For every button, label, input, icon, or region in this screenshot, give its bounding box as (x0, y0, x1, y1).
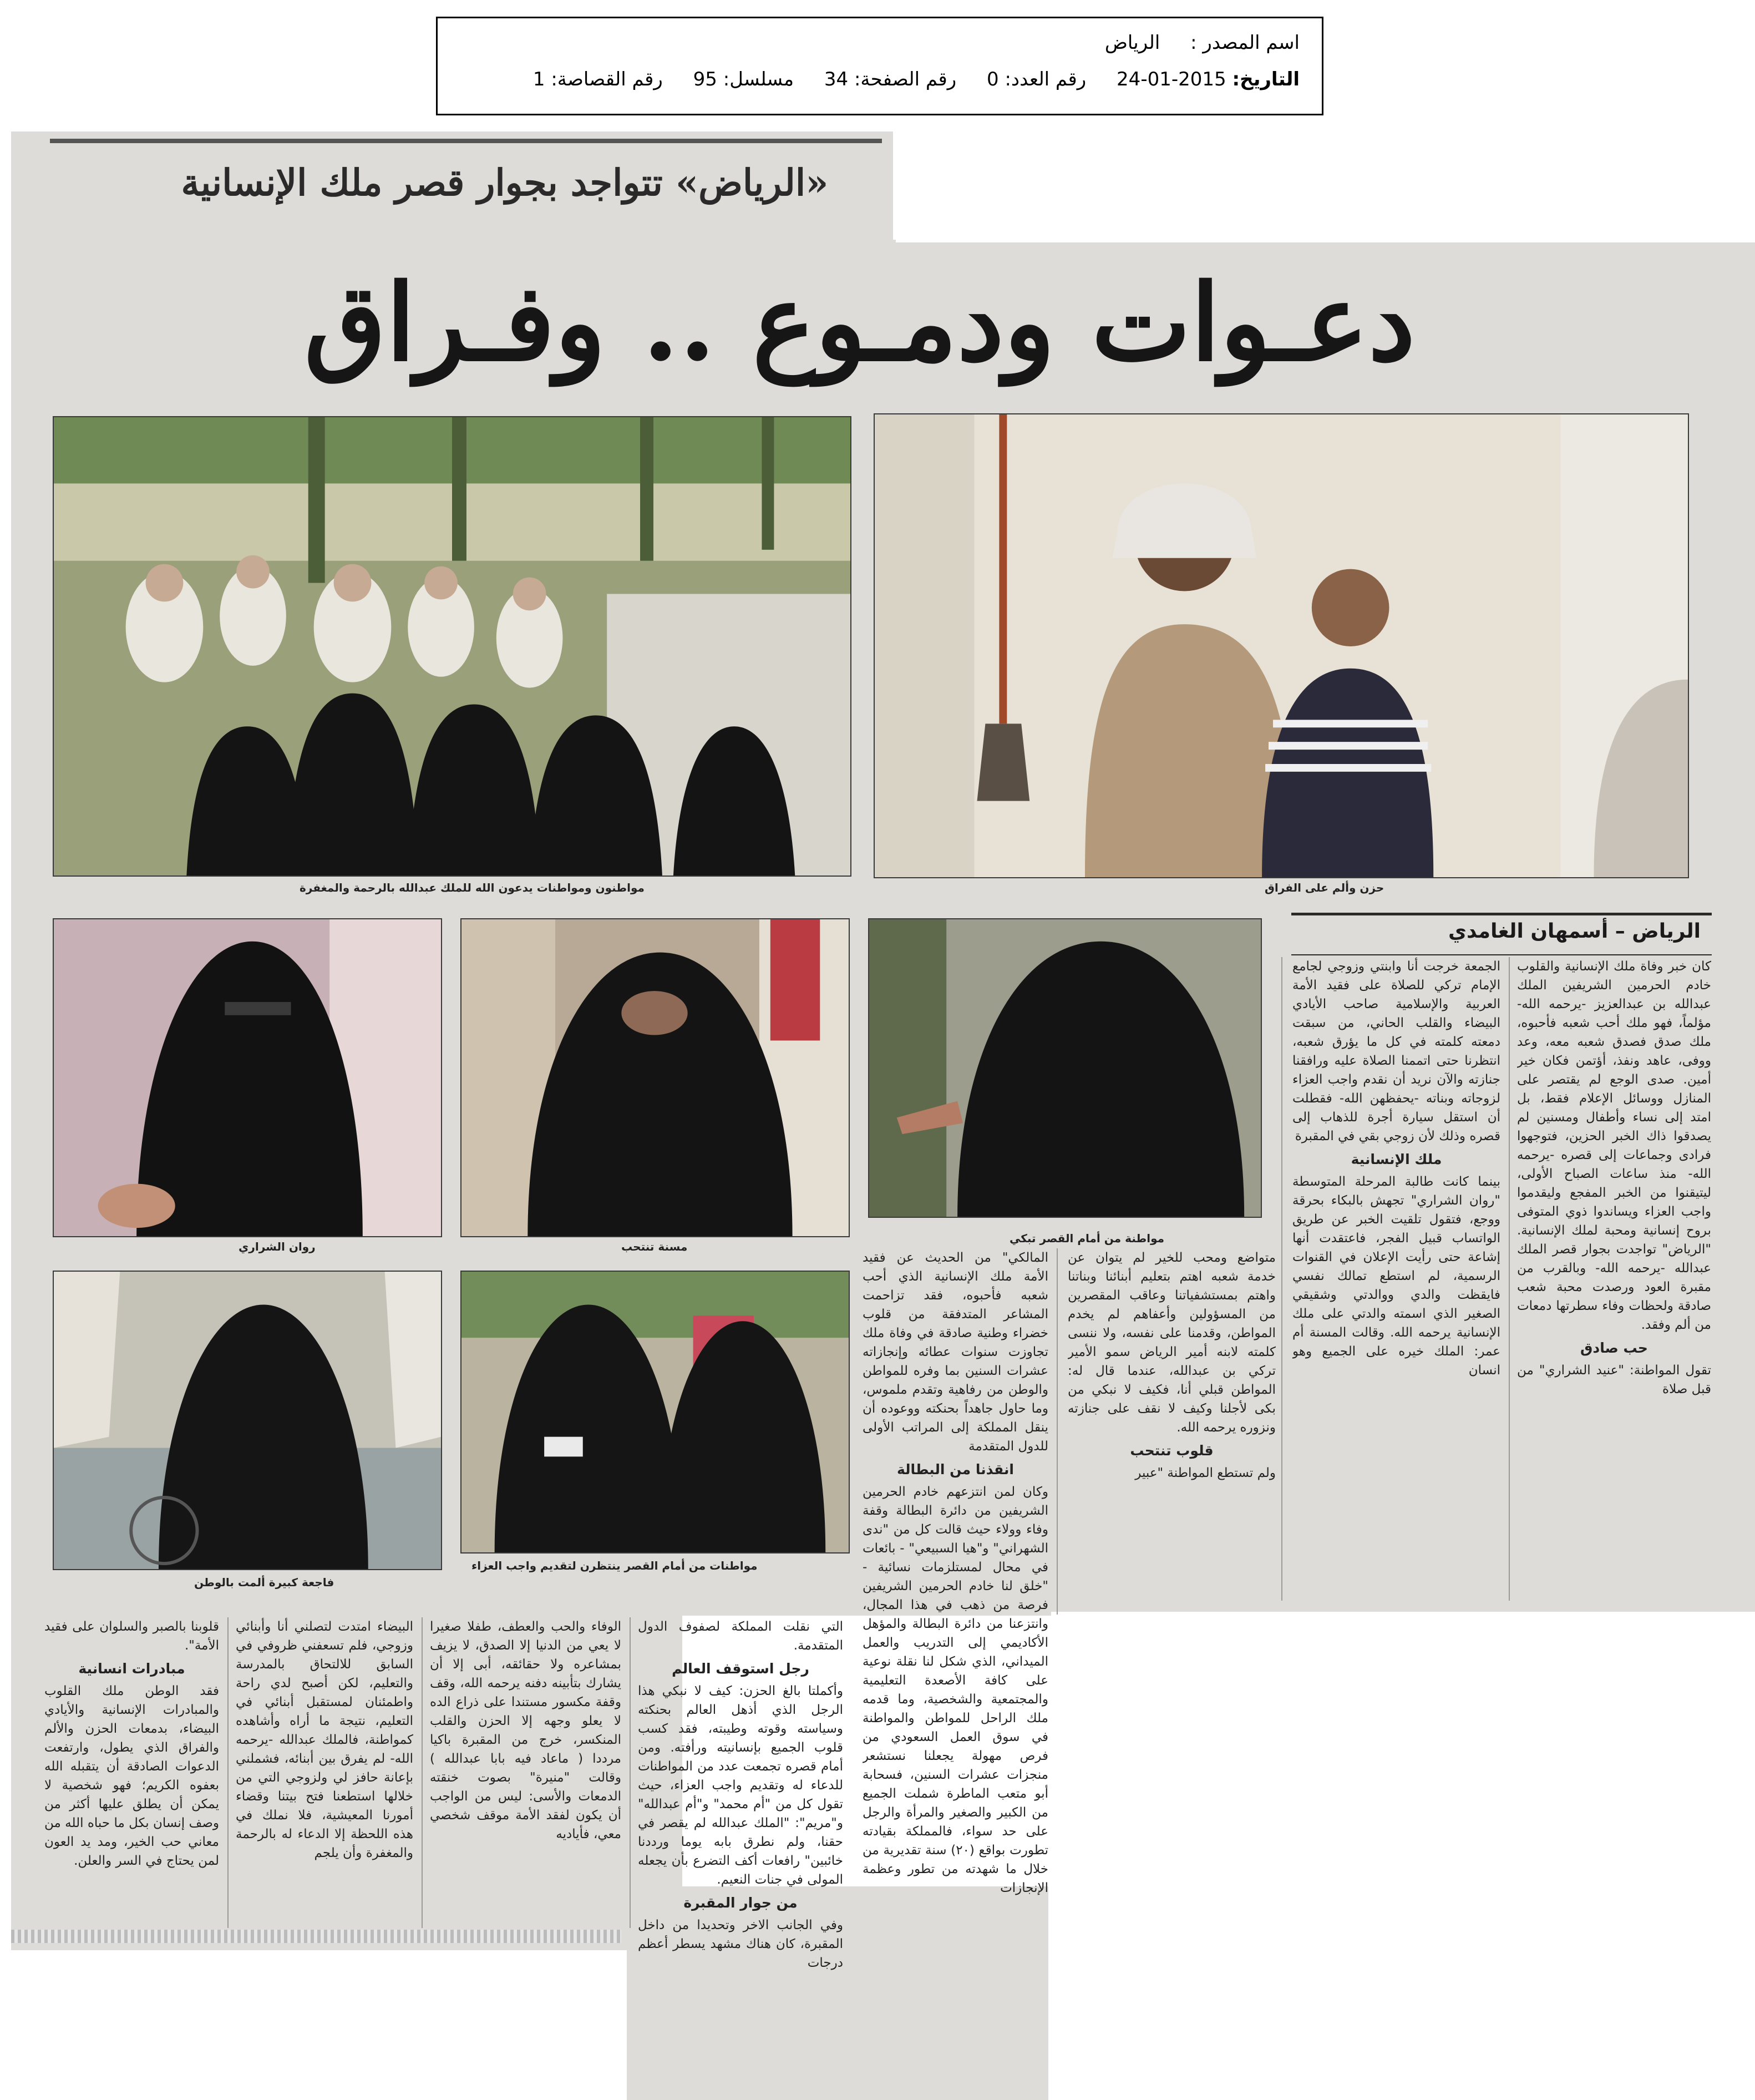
photo-woman-crying (868, 918, 1262, 1218)
source-name-value: الرياض (1104, 32, 1160, 54)
column-8-text: قلوبنا بالصبر والسلوان على فقيد الأمة". (44, 1620, 219, 1653)
article-headline: دعـوات ودمـوع .. وفـراق (304, 261, 1416, 384)
subhead-initiatives: مبادرات انسانية (78, 1661, 185, 1677)
subhead-lost-world: رجل استوقف العالم (672, 1661, 809, 1677)
column-4-text: المالكي" من الحديث عن فقيد الأمة ملك الإنسانية الذي أحب شعبه فأحبوه، فقد تزاحمت المشاعر المتدفقة من قلوب خضراء وطنية صادقة في وفاة ملك تجاوزت سنوات عطائه وإنجازاته عشرات السنين بما وفره للمواطن والوطن من رفاهية وتقدم ملموس، وما حاول جاهداً بحنكته ووعوده أن ينقل المملكة إلى المراتب الأولى للدول المتقدمة (863, 1251, 1048, 1454)
photo-man-with-child (874, 413, 1689, 878)
column-3-text: متواضع ومحب للخير لم يتوان عن خدمة شعبه اهتم بتعليم أبنائنا وبناتنا واهتم بمستشفياتنا وعاقب المقصرين من المسؤولين وأعفاهم لم يخدم المواطن، وقدمنا على نفسه، ولا ننسى كلمته لابنه أمير الرياض سمو الأمير تركي بن عبدالله، عندما قال له: المواطن قبلي أنا، فكيف لا نبكي من بكى لأجلنا وكيف لا نقف على جنازته ونزوره يرحمه الله. (1068, 1251, 1276, 1435)
caption-woman-crying: مواطنة من أمام القصر تبكي (1010, 1232, 1164, 1245)
caption-man-with-child: حزن وألم على الفراق (1265, 881, 1384, 894)
caption-rawan: روان الشراري (239, 1240, 316, 1253)
source-name-row (1081, 32, 1300, 54)
article-kicker: «الرياض» تتواجد بجوار قصر ملك الإنسانية (181, 161, 829, 204)
photo-rawan (53, 918, 442, 1237)
blank-corner (896, 131, 1755, 242)
serial-field: مسلسل: 95 (693, 68, 794, 90)
subhead-sad-friend: حب صادق (1580, 1340, 1648, 1356)
column-rule (1509, 957, 1510, 1601)
column-rule (1281, 957, 1282, 1601)
column-1-text: كان خبر وفاة ملك الإنسانية والقلوب خادم الحرمين الشريفين الملك عبدالله بن عبدالعزيز -يرحمه الله- مؤلماً، فهو ملك أحب شعبه فأحبوه، ملك صدق فصدق شعبه معه، وعد ووفى، عاهد ونفذ، أؤتمن فكان خير أمين. صدى الوجع لم يقتصر على المنازل ووسائل الإعلام فقط، بل امتد إلى نساء وأطفال ومسنين لم يصدقوا ذاك الخبر الحزين، فتوجهوا فرادى وجماعات إلى قصره -يرحمه الله- منذ ساعات الصباح الأولى، ليتيقنوا من الخبر المفجع وليقدموا واجب العزاء ويساندوا ذوي المتوفى بروح إنسانية ومحبة لملك الإنسانية. "الرياض" تواجدت بجوار قصر الملك عبدالله -يرحمه الله- وبالقرب من مقبرة العود ورصدت محبة شعب صادقة ولحظات وفاء سطرتها دمعات من ألم وفقد. (1517, 959, 1711, 1332)
column-6 (430, 1617, 621, 1928)
column-6-text: الوفاء والحب والعطف، طفلا صغيرا لا يعي من الدنيا إلا الصدق، لا يزيف بمشاعره ولا حقائقه، أبى إلا أن يشارك بتأبينه دفنه يرحمه الله، وقف وقفة مكسور مستندا على ذراع الده لا يعلو وجهه إلا الحزن والقلب المنكسر، خرج من المقبرة باكيا مرددا ( ماعاد فيه بابا عبدالله ) وقالت "منيرة" بصوت خنقته الدمعات والأسى: ليس من الواجب أن يكون لفقد الأمة موقف شخصي معي، فأياديه (430, 1620, 621, 1841)
bottom-stripe (11, 1930, 621, 1943)
column-rule (227, 1617, 229, 1928)
column-5-text: التي نقلت المملكة لصفوف الدول المتقدمة. (638, 1620, 843, 1653)
column-5b-text: وأكملتا بالغ الحزن: كيف لا نبكي هذا الرجل الذي أذهل العالم بحنكته وسياسته وقوته وطيبته، فقد كسب قلوب الجميع بإنسانيته ورأفته. ومن أمام قصره تجمعت عدد من المواطنات للدعاء له وتقديم واجب العزاء، حيث تقول كل من "أم محمد" و"أم عبدالله" و"مريم": "الملك عبدالله لم يقصر في حقنا، ولم نطرق بابه يوما ورددنا خائبين" رافعات أكف التضرع بأن يجعله المولى في جنات النعيم. (638, 1684, 843, 1887)
subhead-from-cemetery: من جوار المقبرة (683, 1895, 798, 1911)
photo-women-queue (460, 1271, 850, 1554)
byline-box (1291, 913, 1712, 955)
column-3 (1068, 1248, 1276, 1615)
source-info-box (436, 17, 1323, 115)
caption-elderly-woman: مسنة تنتحب (621, 1240, 688, 1253)
subhead-hearts-weep: قلوب تنتحب (1130, 1443, 1214, 1459)
column-4b-text: وكان لمن انتزعهم خادم الحرمين الشريفين من دائرة البطالة وقفة وفاء وولاء حيث قالت كل من "ندى الشهراني" و"هيا السبيعي" - بائعات في محال لمستلزمات نسائية - "خلق لنا خادم الحرمين الشريفين فرصة من ذهب في هذا المجال، وانتزعنا من دائرة البطالة والمؤهل الأكاديمي إلى التدريب والعمل الميداني، الذي شكل لنا نقلة نوعية على كافة الأصعدة التعليمية والمجتمعية والشخصية، وما قدمه ملك الراحل للمواطن والمواطنة في سوق العمل السعودي من فرص مهولة يجعلنا نستشعر منجزات عشرات السنين، فسحابة أبو متعب الماطرة شملت الجميع من الكبير والصغير والمرأة والرجل على حد سواء، فالمملكة بقيادته تطورت بواقع (٢٠) سنة تقديرية من خلال ما شهدته من تطور وعظمة الإنجازات (863, 1485, 1048, 1895)
caption-crowd: مواطنون ومواطنات يدعون الله للملك عبدالله بالرحمة والمغفرة (300, 881, 645, 894)
column-rule (630, 1617, 631, 1928)
photo-elderly-woman (460, 918, 850, 1237)
column-rule (422, 1617, 423, 1928)
column-1 (1517, 957, 1711, 1612)
caption-wheelchair-woman: فاجعة كبيرة ألمت بالوطن (194, 1576, 334, 1589)
column-5c-text: وفي الجانب الاخر وتحديدا من داخل المقبرة، كان هناك مشهد يسطر أعظم درجات (638, 1918, 843, 1970)
column-3b-text: ولم تستطع المواطنة "عبير (1135, 1466, 1276, 1480)
column-2b-text: بينما كانت طالبة المرحلة المتوسطة "روان الشراري" تجهش بالبكاء بحرقة ووجع، فتقول تلقيت الخبر عن طريق الواتساب قبيل الفجر، فاعتقدت أنها إشاعة حتى رأيت الإعلان في القنوات الرسمية، لم استطع تمالك نفسي فايقظت والدي ووالدتي وشقيقي الصغير الذي اسمته والدتي على ملك الإنسانية يرحمه الله. وقالت المسنة أم عمر: الملك خيره على الجميع وهو انسان (1292, 1175, 1500, 1378)
column-8b-text: فقد الوطن ملك القلوب والمبادرات الإنسانية والأيادي البيضاء، بدمعات الحزن والألم والفراق الذي يطول، وارتفعت الدعوات الصادقة أن يتقبله الله بعفوه الكريم؛ فهو شخصية لا يمكن أن يطلق عليها أكثر من وصف إنسان بكل ما حباه الله من معاني حب الخير، ومد يد العون لمن يحتاج في السر والعلن. (44, 1684, 219, 1868)
column-4 (863, 1248, 1048, 2097)
column-2-text: الجمعة خرجت أنا وابنتي وزوجي لجامع الإمام تركي للصلاة على فقيد الأمة العربية والإسلامية صاحب الأيادي البيضاء والقلب الحاني، من سبقت دمعته كلمته في كل ما يؤرق شعبه، انتظرنا حتى اتممنا الصلاة عليه ورافقنا جنازته والآن نريد أن نقدم واجب العزاء لزوجاته وبناته -يحفظهن الله- فقطلت أن استقل سيارة أجرة للذهاب إلى قصره وذلك لأن زوجي بقي في المقبرة (1292, 959, 1500, 1143)
column-7-text: البيضاء امتدت لتصلني أنا وأبنائي وزوجي، فلم تسعفني ظروفي في السابق للالتحاق بالمدرسة والتعليم، لكن أصبح لدي راحة واطمئنان لمستقبل أبنائي في التعليم، نتيجة ما أراه وأشاهده كمواطنة، فالملك عبدالله -يرحمه الله- لم يفرق بين أبنائه، فشملني بإعانة حافز لي ولزوجي التي من خلالها استطعنا فتح بيتنا وقضاء أمورنا المعيشية، فلا نملك في هذه اللحظة إلا الدعاء له بالرحمة والمغفرة وأن يلجم (236, 1620, 413, 1860)
page-field: رقم الصفحة: 34 (824, 68, 957, 90)
column-1b-text: تقول المواطنة: "عنيد الشراري" من قبل صلاة (1517, 1363, 1711, 1396)
column-2 (1292, 957, 1500, 1612)
date-field: التاريخ: 2015-01-24 (1117, 68, 1300, 90)
clip-field: رقم القصاصة: 1 (532, 68, 663, 90)
photo-crowd (53, 416, 851, 877)
subhead-unemployment: انقذنا من البطالة (897, 1461, 1014, 1477)
issue-field: رقم العدد: 0 (987, 68, 1087, 90)
column-5 (638, 1617, 843, 2097)
source-name-label: اسم المصدر : (1190, 32, 1300, 54)
source-meta-row (509, 68, 1300, 90)
byline: الرياض – أسمهان الغامدي (1448, 920, 1701, 943)
column-rule (1057, 1248, 1058, 1615)
blank-right (1051, 1612, 1755, 2100)
photo-wheelchair-woman (53, 1271, 442, 1570)
column-8 (44, 1617, 219, 1928)
subhead-king-humanity: ملك الإنسانية (1351, 1151, 1442, 1167)
column-7 (236, 1617, 413, 1928)
caption-women-queue: مواطنات من أمام القصر ينتظرن لتقديم واجب العزاء (471, 1559, 758, 1572)
top-rule (50, 139, 882, 143)
